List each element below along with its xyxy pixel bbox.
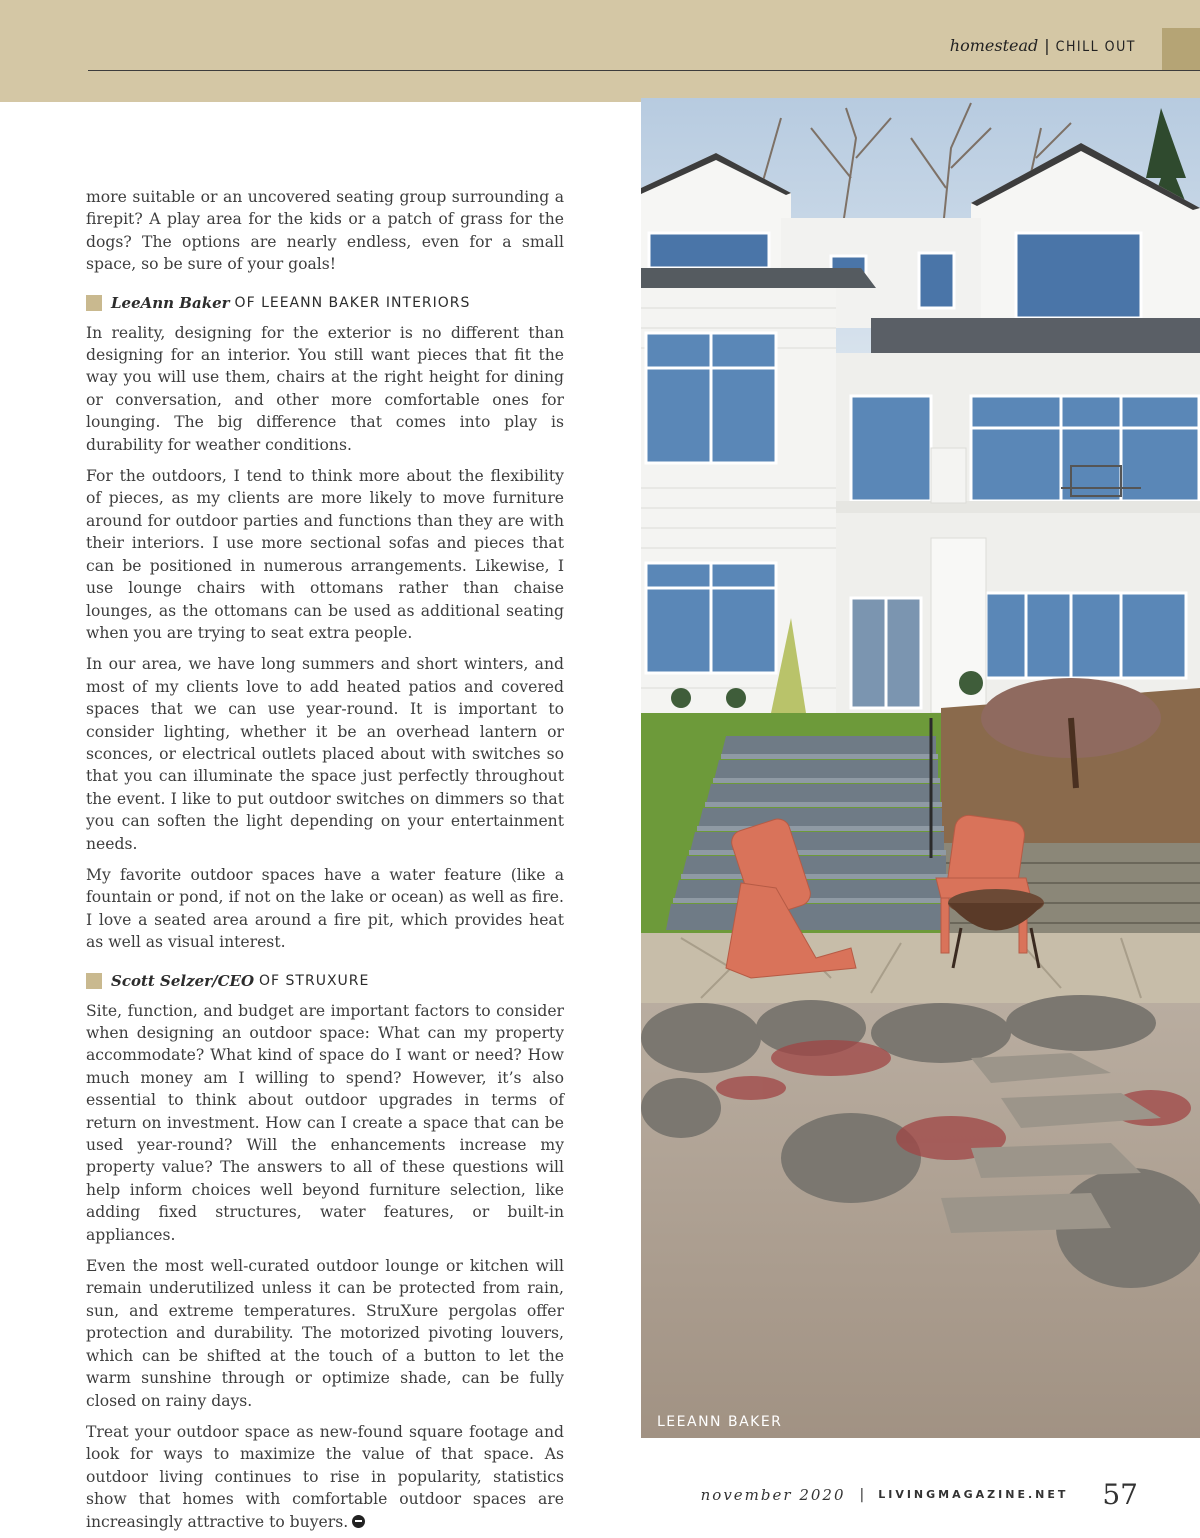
contributor-byline xyxy=(86,294,564,312)
contributor-name: LeeAnn Baker xyxy=(111,293,230,312)
contributor-byline xyxy=(86,972,564,990)
photo-illustration xyxy=(641,98,1200,1438)
body-paragraph: Site, function, and budget are important factors to consider when designing an outdoor space: What can my property accommodate? What kind of space do I want or need? How much money am I willing to spend? However, it’s also essential to think about outdoor upgrades in terms of return on investment. How can I create a space that can be used year-round? Will the enhancements increase my property value? The answers to all of these questions will help inform choices well beyond furniture selection, like adding fixed structures, water features, or built-in appliances. xyxy=(86,1001,564,1244)
footer-separator: | xyxy=(859,1486,865,1503)
section-separator: | xyxy=(1044,36,1050,55)
contributor-affiliation: OF STRUXURE xyxy=(259,972,370,989)
photo-credit: LEEANN BAKER xyxy=(657,1414,783,1430)
page-footer xyxy=(701,1478,1138,1511)
end-of-article-icon xyxy=(352,1515,365,1528)
section-label xyxy=(950,36,1136,55)
house-exterior-photo xyxy=(641,98,1200,1438)
website-link[interactable]: LIVINGMAGAZINE.NET xyxy=(878,1488,1069,1501)
body-paragraph xyxy=(86,1421,564,1533)
intro-paragraph: more suitable or an uncovered seating group surrounding a firepit? A play area for the kids or a patch of grass for the dogs? The options are nearly endless, even for a small space, so be sure of your goals! xyxy=(86,188,564,274)
body-paragraph: My favorite outdoor spaces have a water feature (like a fountain or pond, if not on the lake or ocean) as well as fire. I love a seated area around a fire pit, which provides heat as well as visual interest. xyxy=(86,865,564,952)
closing-text: Treat your outdoor space as new-found square footage and look for ways to maximize the value of that space. As outdoor living continues to rise in popularity, statistics show that homes with comfortable outdoor spaces are increasingly attractive to buyers. xyxy=(86,1422,564,1531)
byline-square-icon xyxy=(86,295,102,311)
body-paragraph: Even the most well-curated outdoor lounge or kitchen will remain underutilized unless it can be protected from rain, sun, and extreme temperatures. StruXure pergolas offer protection and durability. The motorized pivoting louvers, which can be shifted at the touch of a button to let the warm sunshine through or optimize shade, can be fully closed on rainy days. xyxy=(86,1257,564,1410)
body-paragraph: In reality, designing for the exterior is no different than designing for an interior. You still want pieces that fit the way you will use them, chairs at the right height for dining or conversation, and other more comfortable ones for lounging. The big difference that comes into play is durability for weather conditions. xyxy=(86,323,564,454)
contributor-affiliation: OF LEEANN BAKER INTERIORS xyxy=(234,294,471,311)
page-number: 57 xyxy=(1102,1478,1138,1511)
article-column xyxy=(86,186,564,1538)
section-name: homestead xyxy=(949,36,1039,55)
header-tab xyxy=(1162,28,1200,70)
body-paragraph: For the outdoors, I tend to think more about the flexibility of pieces, as my clients are more likely to move furniture around for outdoor parties and functions than they are with their interiors. I use more sectional sofas and pieces that can be positioned in numerous arrangements. Likewise, I use lounge chairs with ottomans rather than chaise lounges, as the ottomans can be used as additional seating when you are trying to seat extra people. xyxy=(86,467,564,642)
header-rule xyxy=(88,70,1200,71)
issue-date: november 2020 xyxy=(700,1485,846,1504)
body-paragraph: In our area, we have long summers and short winters, and most of my clients love to add heated patios and covered spaces that we can use year-round. It is important to consider lighting, whether it be an overhead lantern or sconces, or electrical outlets placed about with switches so that you can illuminate the space just perfectly throughout the event. I like to put outdoor switches on dimmers so that you can soften the light depending on your entertainment needs. xyxy=(86,655,564,853)
section-topic: CHILL OUT xyxy=(1055,39,1136,55)
byline-square-icon xyxy=(86,973,102,989)
contributor-name: Scott Selzer/CEO xyxy=(111,971,255,990)
